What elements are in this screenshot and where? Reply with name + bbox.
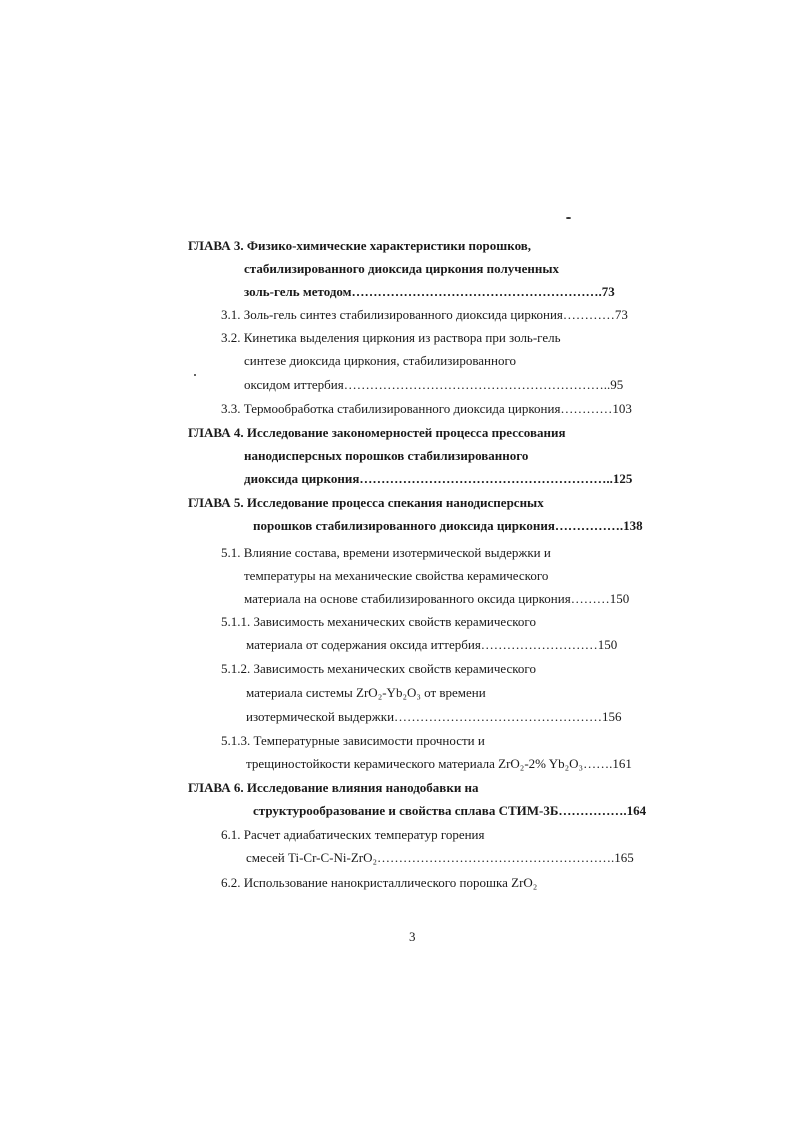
toc-section-3-2-line-2: синтезе диоксида циркония, стабилизированного [244, 353, 516, 368]
toc-section-5-1-2-line-2: материала системы ZrO₂-Yb₂O₃ от времени [246, 685, 486, 700]
toc-section-6-1-line-2: смесей Ti-Cr-C-Ni-ZrO₂……………………………………………….165 [246, 850, 634, 865]
toc-section-5-1-1-line-1: 5.1.1. Зависимость механических свойств керамического [221, 614, 536, 629]
toc-section-3-2-line-3: оксидом иттербия……………………………………………………..95 [244, 377, 624, 392]
toc-chapter-4-line-3: диоксида циркония…………………………………………………..125 [244, 471, 633, 486]
toc-chapter-3-line-2: стабилизированного диоксида циркония полученных [244, 261, 559, 276]
toc-section-5-1-line-2: температуры на механические свойства керамического [244, 568, 549, 583]
toc-chapter-6-line-1: ГЛАВА 6. Исследование влияния нанодобавки на [188, 780, 479, 795]
toc-section-5-1-3-line-2: трещиностойкости керамического материала ZrO₂-2% Yb₂O₃…….161 [246, 756, 632, 771]
toc-chapter-4-line-2: нанодисперсных порошков стабилизированного [244, 448, 529, 463]
toc-section-5-1-3-line-1: 5.1.3. Температурные зависимости прочности и [221, 733, 485, 748]
toc-section-5-1-line-3: материала на основе стабилизированного оксида циркония………150 [244, 591, 630, 606]
toc-section-6-2-line-1: 6.2. Использование нанокристаллического порошка ZrO₂ [221, 875, 538, 890]
toc-section-5-1-line-1: 5.1. Влияние состава, времени изотермической выдержки и [221, 545, 551, 560]
toc-section-5-1-2-line-3: изотермической выдержки…………………………………………156 [246, 709, 622, 724]
scan-speck [566, 217, 571, 219]
toc-chapter-5-line-1: ГЛАВА 5. Исследование процесса спекания нанодисперсных [188, 495, 544, 510]
toc-section-5-1-2-line-1: 5.1.2. Зависимость механических свойств керамического [221, 661, 536, 676]
toc-chapter-3-line-1: ГЛАВА 3. Физико-химические характеристики порошков, [188, 238, 532, 253]
toc-section-6-1-line-1: 6.1. Расчет адиабатических температур горения [221, 827, 485, 842]
toc-section-3-2-line-1: 3.2. Кинетика выделения циркония из раствора при золь-гель [221, 330, 561, 345]
page-number: 3 [409, 929, 416, 944]
scan-speck [194, 374, 196, 376]
toc-section-5-1-1-line-2: материала от содержания оксида иттербия………………………150 [246, 637, 618, 652]
toc-chapter-4-line-1: ГЛАВА 4. Исследование закономерностей процесса прессования [188, 425, 566, 440]
toc-section-3-1: 3.1. Золь-гель синтез стабилизированного диоксида циркония…………73 [221, 307, 628, 322]
toc-chapter-3-line-3: золь-гель методом………………………………………………….73 [244, 284, 615, 299]
toc-chapter-5-line-2: порошков стабилизированного диоксида циркония…………….138 [253, 518, 643, 533]
toc-section-3-3: 3.3. Термообработка стабилизированного диоксида циркония…………103 [221, 401, 632, 416]
toc-chapter-6-line-2: структурообразование и свойства сплава СТИМ-3Б…………….164 [253, 803, 647, 818]
